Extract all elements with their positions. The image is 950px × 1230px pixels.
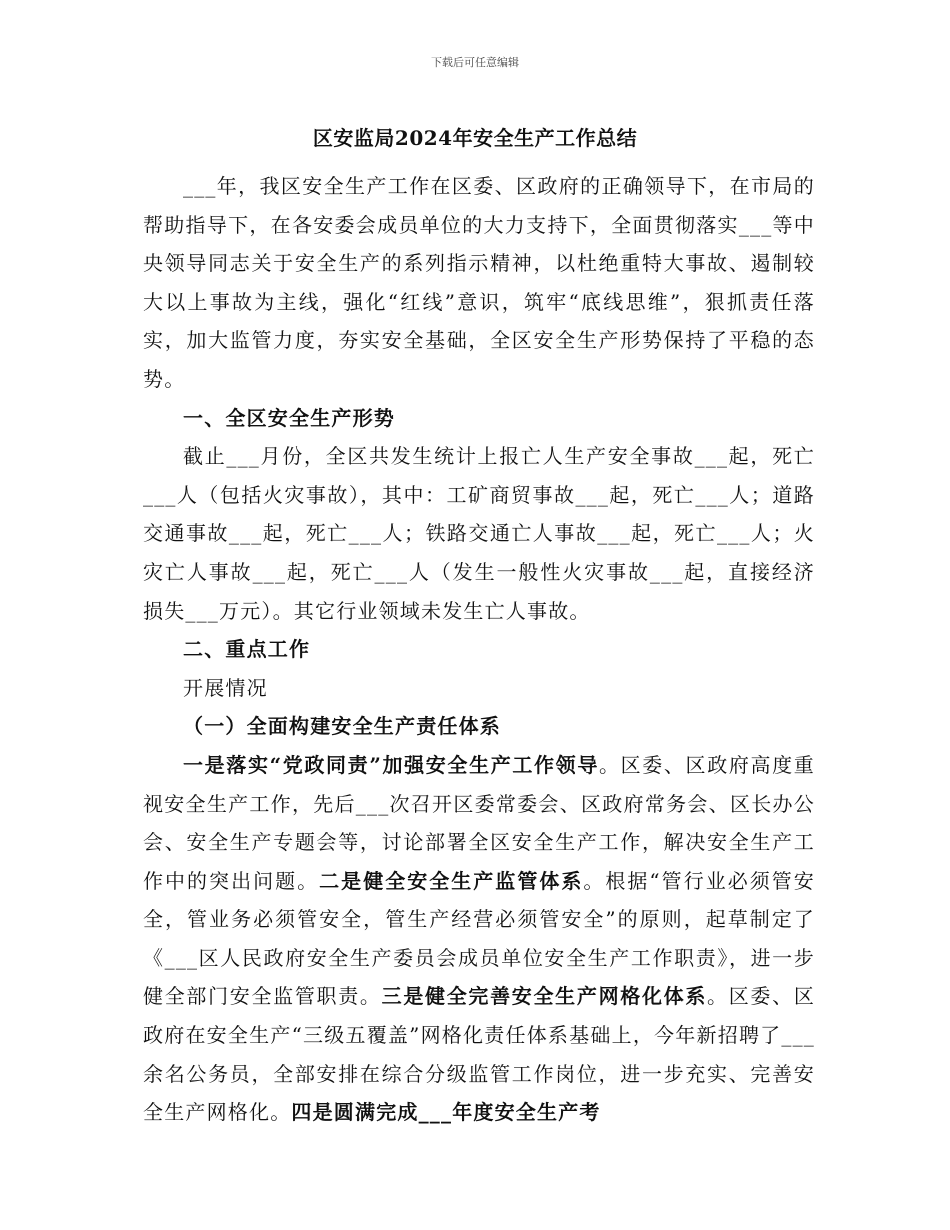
point-1-heading: 一是落实“党政同责”加强安全生产工作领导: [183, 752, 599, 777]
point-2-text: 。根据“管行业必须管安全，管业务必须管安全，管生产经营必须管安全”的原则，起草制定了《___区人民政府安全生产委员会成员单位安全生产工作职责》，进一步健全部门安全监管职责。: [143, 868, 815, 1009]
situation-paragraph: 截止___月份，全区共发生统计上报亡人生产安全事故___起，死亡___人（包括火灾事故），其中：工矿商贸事故___起，死亡___人；道路交通事故___起，死亡___人；铁路交通亡人事故___起，死亡___人；火灾亡人事故___起，死亡___人（发生一般性火灾事故___起，直接经济损失___万元）。其它行业领域未发生亡人事故。: [143, 444, 815, 623]
section-subheading-progress: 开展情况: [183, 675, 268, 700]
point-3-heading: 三是健全完善安全生产网格化体系: [381, 984, 708, 1009]
point-1-text: 。区委、区政府高度重视安全生产工作，先后___次召开区委常委会、区政府常务会、区长办公会、安全生产专题会等，讨论部署全区安全生产工作，解决安全生产工作中的突出问题。: [143, 752, 815, 893]
point-2-heading: 二是健全安全生产监管体系: [319, 868, 584, 893]
responsibility-paragraph: [143, 746, 815, 1132]
header-note: 下载后可任意编辑: [431, 56, 519, 69]
point-4-heading: 四是圆满完成___年度安全生产考: [291, 1100, 601, 1125]
section-heading-key-work: 二、重点工作: [183, 637, 311, 662]
document-body: [143, 167, 815, 1132]
document-title: 区安监局2024年安全生产工作总结: [312, 126, 638, 150]
point-3-text: 。区委、区政府在安全生产“三级五覆盖”网格化责任体系基础上，今年新招聘了___余名公务员，全部安排在综合分级监管工作岗位，进一步充实、完善安全生产网格化。: [143, 984, 816, 1125]
subsection-heading-responsibility: （一）全面构建安全生产责任体系: [183, 714, 501, 739]
intro-paragraph: ___年，我区安全生产工作在区委、区政府的正确领导下，在市局的帮助指导下，在各安委会成员单位的大力支持下，全面贯彻落实___等中央领导同志关于安全生产的系列指示精神，以杜绝重特大事故、遏制较大以上事故为主线，强化“红线”意识，筑牢“底线思维”，狠抓责任落实，加大监管力度，夯实安全基础，全区安全生产形势保持了平稳的态势。: [143, 174, 815, 391]
section-heading-situation: 一、全区安全生产形势: [183, 405, 395, 430]
